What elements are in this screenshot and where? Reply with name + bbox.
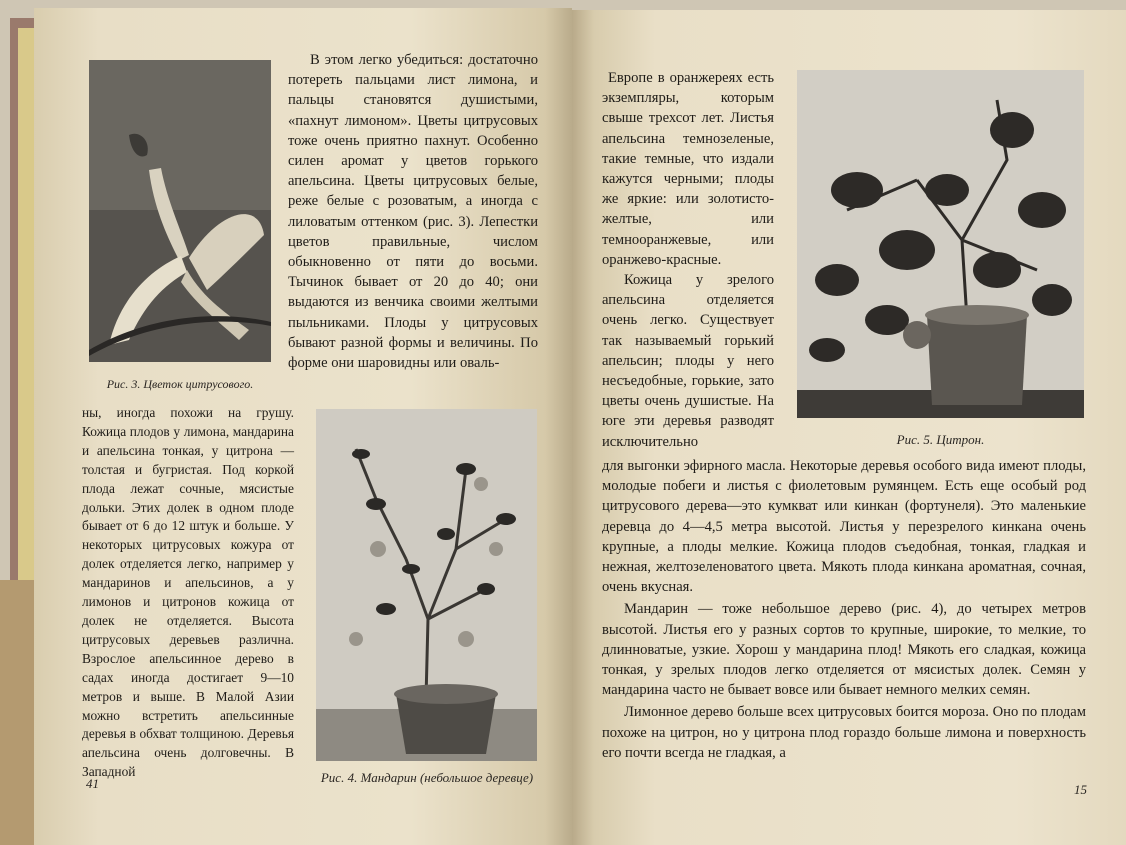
figure-4-caption: Рис. 4. Мандарин (небольшое деревце) [320, 770, 534, 785]
right-full-width-paragraph: для выгонки эфирного масла. Некоторые деревья особого вида имеют плоды, молодые побеги и листья с фиолетовым румянцем. Есть еще особый род цитрусового дерева—это кумкват или кинкан (фортунеля). Это маленькие деревца до 4—4,5 метра высотой. Листья у перезрелого кинкана очень крупные, а плоды мелкие. Кожица плодов съедобная, тонкая, гладкая и нежная, желтозеленоватого цвета. Мякоть плода кинкана ароматная, сочная, очень вкусная. [602, 458, 1086, 596]
left-page-number: 41 [86, 776, 99, 791]
right-mandarin-paragraph: Мандарин — тоже небольшое дерево (рис. 4), до четырех метров высотой. Листья его у разных сортов то крупные, широкие, то мелкие, то длинноватые, узкие. Хорош у мандарина плод! Мякоть его сладкая, кожица тонкая, у зрелых плодов легко отделяется от мясистых долек. Семян у мандарина часто не бывает вовсе или бывает немного мелких семян. [602, 601, 1086, 699]
right-top-text [602, 68, 774, 452]
figure-3-caption: Рис. 3. Цветок цитрусового. [106, 377, 254, 391]
figure-5-citron-photo [797, 70, 1084, 418]
left-top-text [288, 50, 538, 373]
left-top-paragraph: В этом легко убедиться: достаточно потереть пальцами лист лимона, и пальцы становятся душистыми, «пахнут лимоном». Цветы цитрусовых тоже очень приятно пахнут. Особенно силен аромат у цветов горького апельсина. Цветы цитрусовых белые, реже белые с розоватым, а иногда с лиловатым оттенком (рис. 3). Лепестки цветов правильные, числом обыкновенно от пяти до восьми. Тычинок бывает от 20 до 40; они выдаются из венчика своими желтыми пыльниками. Плоды у цитрусовых бывают разной формы и величины. По форме они шаровидны или оваль- [288, 52, 538, 372]
figure-4-mandarin-photo [316, 409, 537, 761]
right-paragraph-2: Кожица у зрелого апельсина отделяется очень легко. Существует так называемый горький апельсин; плоды у него несъедобные, горькие, зато цветы очень душистые. На юге эти деревья разводят исключительно [602, 272, 774, 450]
right-top-paragraph: Европе в оранжереях есть экземпляры, которым свыше трехсот лет. Листья апельсина темнозеленые, такие темные, что издали кажутся черными; плоды же яркие: или золотисто-желтые, или темнооранжевые, или оранжево-красные. [602, 70, 774, 268]
left-bottom-paragraph: ны, иногда похожи на грушу. Кожица плодов у лимона, мандарина и апельсина тонкая, у цитрона — толстая и бугристая. Под коркой плода лежат сочные, мясистые дольки. Этих долек в одном плоде бывает от 6 до 12 штук и больше. У некоторых цитрусовых кожура от долек отделяется легко, например у мандаринов и апельсинов, а у лимонов и цитронов кожица от долек не отделяется. Высота цитрусовых деревьев различна. Взрослое апельсинное дерево в садах иногда достигает 9—10 метров и выше. В Малой Азии можно встретить апельсинные деревья в обхват толщиною. Деревья апельсина очень долговечны. В Западной [82, 405, 294, 780]
right-page-number: 15 [1074, 782, 1087, 797]
left-bottom-text [82, 404, 294, 782]
right-lemon-paragraph: Лимонное дерево больше всех цитрусовых боится мороза. Оно по плодам похоже на цитрон, но у цитрона плод гораздо больше лимона и поверхность его почти всегда не гладкая, а [602, 704, 1086, 761]
right-main-text [602, 456, 1086, 763]
figure-5-caption: Рис. 5. Цитрон. [896, 432, 985, 447]
figure-3-flower-photo [89, 60, 271, 362]
